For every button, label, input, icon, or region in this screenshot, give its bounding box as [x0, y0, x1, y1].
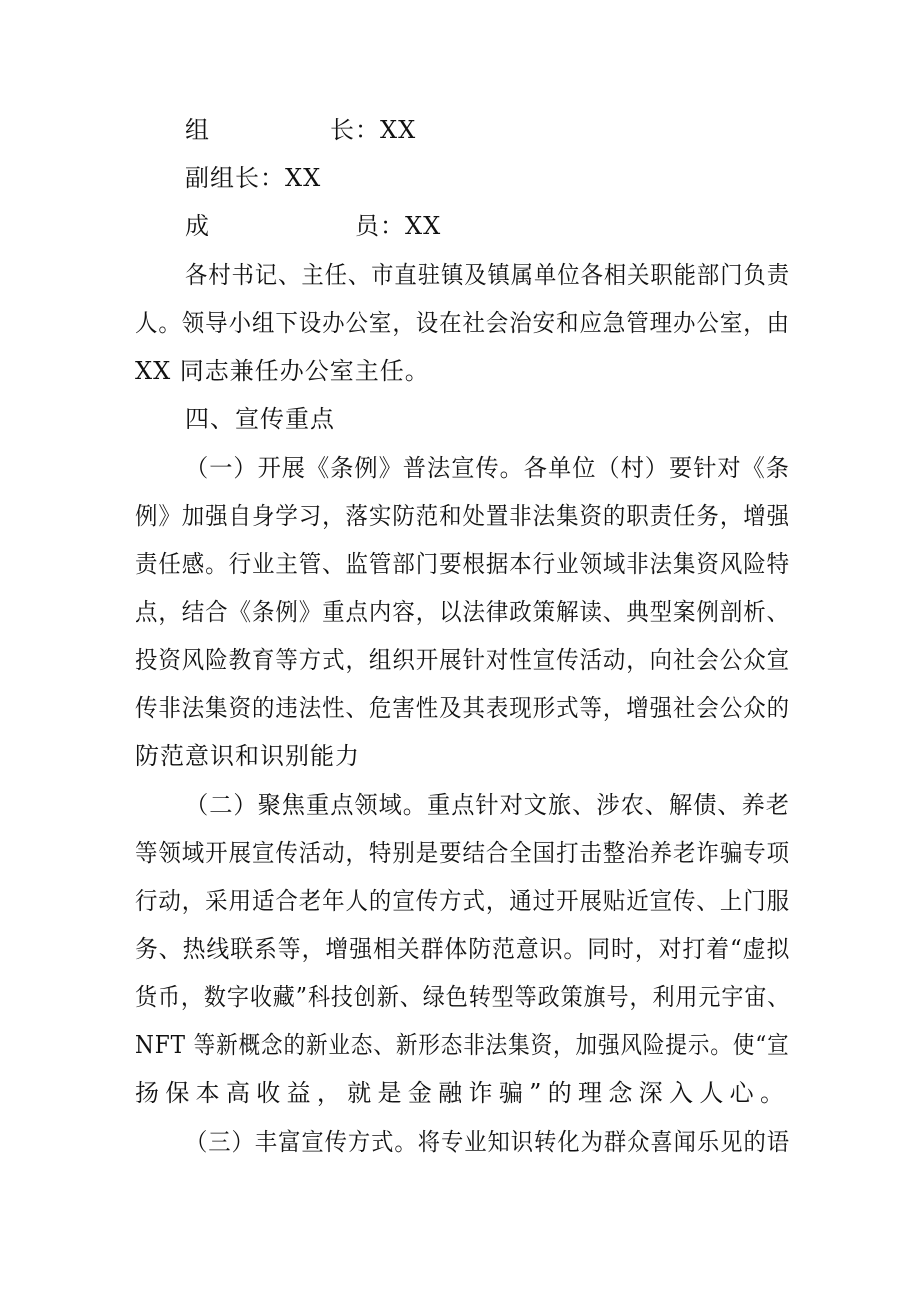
- item1-line: 传非法集资的违法性、危害性及其表现形式等，增强社会公众的: [135, 694, 790, 722]
- item2-line: 扬保本高收益，就是金融诈骗”的理念深入人心。: [135, 1079, 791, 1107]
- member-label-char: 成: [185, 212, 210, 240]
- item1-line: 防范意识和识别能力: [135, 742, 360, 770]
- members-desc-line: 各村书记、主任、市直驻镇及镇属单位各相关职能部门负责: [185, 261, 790, 289]
- member-label-value: 员：XX: [355, 212, 442, 240]
- item1-line: 点，结合《条例》重点内容，以法律政策解读、典型案例剖析、: [135, 598, 790, 626]
- item3-line: （三）丰富宣传方式。将专业知识转化为群众喜闻乐见的语: [185, 1128, 790, 1156]
- item2-line: （二）聚焦重点领域。重点针对文旅、涉农、解债、养老: [185, 791, 790, 819]
- item2-line: 货币，数字收藏”科技创新、绿色转型等政策旗号，利用元宇宙、: [135, 983, 791, 1011]
- item2-line: 务、热线联系等，增强相关群体防范意识。同时，对打着“虚拟: [135, 935, 791, 963]
- leader-label-value: 长：XX: [330, 116, 417, 144]
- item2-line: 等领域开展宣传活动，特别是要结合全国打击整治养老诈骗专项: [135, 839, 790, 867]
- deputy-leader-line: 副组长：XX: [185, 164, 322, 192]
- item1-line: 投资风险教育等方式，组织开展针对性宣传活动，向社会公众宣: [135, 646, 790, 674]
- leader-label-char: 组: [185, 116, 210, 144]
- item2-line: 行动，采用适合老年人的宣传方式，通过开展贴近宣传、上门服: [135, 887, 790, 915]
- item1-line: 责任感。行业主管、监管部门要根据本行业领域非法集资风险特: [135, 550, 790, 578]
- members-desc-line: 人。领导小组下设办公室，设在社会治安和应急管理办公室，由: [135, 309, 790, 337]
- item1-line: （一）开展《条例》普法宣传。各单位（村）要针对《条: [185, 454, 790, 482]
- item2-line: NFT 等新概念的新业态、新形态非法集资，加强风险提示。使“宣: [135, 1031, 790, 1059]
- item1-line: 例》加强自身学习，落实防范和处置非法集资的职责任务，增强: [135, 502, 790, 530]
- section-heading: 四、宣传重点: [185, 405, 335, 433]
- members-desc-line: XX 同志兼任办公室主任。: [135, 357, 430, 385]
